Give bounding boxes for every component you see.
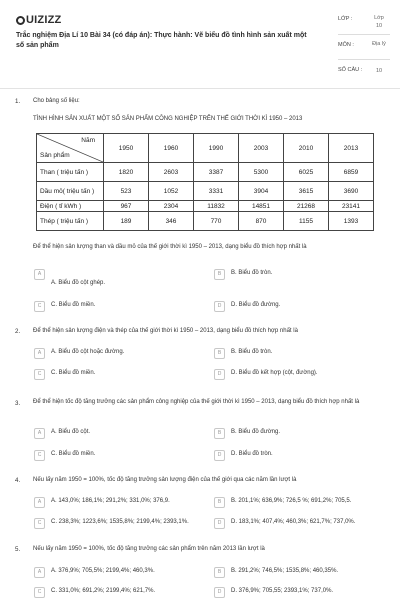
year-header: 1960	[149, 134, 194, 163]
table-cell: 1820	[104, 163, 149, 182]
question-number: 2.	[15, 328, 21, 335]
table-cell: 6859	[329, 163, 374, 182]
option-letter-box: A	[34, 428, 45, 439]
question-intro: Cho bảng số liệu:	[33, 98, 80, 104]
table-cell: 1155	[284, 212, 329, 231]
table-corner-cell	[37, 134, 104, 163]
option-letter-box: D	[214, 369, 225, 380]
option-letter-box: C	[34, 369, 45, 380]
option-d[interactable]	[214, 518, 374, 531]
table-cell: 2304	[149, 201, 194, 212]
row-label: Thép ( triệu tấn )	[37, 212, 104, 231]
option-text: A. Biểu đồ cột.	[51, 429, 91, 435]
table-cell: 189	[104, 212, 149, 231]
option-text: D. Biểu đồ tròn.	[231, 451, 273, 457]
option-text: A. Biểu đồ cột ghép.	[51, 280, 106, 286]
option-text: C. 331,0%; 691,2%; 2199,4%; 621,7%.	[51, 588, 156, 594]
subject-label: MÔN :	[338, 42, 354, 48]
table-cell: 523	[104, 182, 149, 201]
option-text: B. Biểu đồ đường.	[231, 429, 280, 435]
option-letter-box: C	[34, 301, 45, 312]
option-d[interactable]	[214, 587, 374, 600]
option-text: B. Biểu đồ tròn.	[231, 270, 273, 276]
divider	[338, 59, 390, 60]
option-letter-box: A	[34, 269, 45, 280]
row-label: Than ( triệu tấn )	[37, 163, 104, 182]
table-row	[37, 182, 374, 201]
count-label: SỐ CÂU :	[338, 67, 363, 73]
option-letter-box: C	[34, 518, 45, 529]
year-header: 2013	[329, 134, 374, 163]
table-cell: 346	[149, 212, 194, 231]
option-b[interactable]	[214, 497, 374, 510]
table-row	[37, 212, 374, 231]
option-text: B. 201,1%; 636,9%; 726,5 %; 691,2%; 705,5.	[231, 498, 352, 504]
option-text: D. 376,9%; 705,55; 2393,1%; 737,0%.	[231, 588, 334, 594]
option-letter-box: D	[214, 450, 225, 461]
option-text: D. Biểu đồ đường.	[231, 302, 281, 308]
worksheet-title: Trắc nghiệm Địa Lí 10 Bài 34 (có đáp án): Thực hành: Vẽ biểu đồ tình hình sản xuất một số sản phẩm	[16, 32, 307, 49]
option-letter-box: D	[214, 518, 225, 529]
option-letter-box: A	[34, 348, 45, 359]
table-cell: 14851	[239, 201, 284, 212]
option-letter-box: D	[214, 587, 225, 598]
option-text: D. Biểu đồ kết hợp (cột, đường).	[231, 370, 318, 376]
header-divider	[0, 88, 400, 89]
option-c[interactable]	[34, 301, 194, 314]
table-row	[37, 163, 374, 182]
table-cell: 770	[194, 212, 239, 231]
option-b[interactable]	[214, 269, 374, 282]
option-letter-box: C	[34, 450, 45, 461]
option-c[interactable]	[34, 450, 194, 463]
option-letter-box: A	[34, 567, 45, 578]
row-label: Điện ( tỉ kWh )	[37, 201, 104, 212]
option-text: A. Biểu đồ cột hoặc đường.	[51, 349, 125, 355]
table-cell: 3690	[329, 182, 374, 201]
option-letter-box: B	[214, 567, 225, 578]
option-letter-box: C	[34, 587, 45, 598]
year-header: 2003	[239, 134, 284, 163]
table-cell: 3387	[194, 163, 239, 182]
data-table	[36, 133, 374, 231]
option-d[interactable]	[214, 450, 374, 463]
question-text: Nếu lấy năm 1950 = 100%, tốc độ tăng trưởng sản lượng điện của thế giới qua các năm lần lượt là	[33, 477, 297, 483]
header-product: Sản phẩm	[40, 152, 70, 159]
question-number: 1.	[15, 98, 21, 105]
question-text: Để thể hiện sản lượng điện và thép của thế giới thời kì 1950 – 2013, dạng biểu đồ thích hợp nhất là	[33, 328, 298, 334]
option-text: B. Biểu đồ tròn.	[231, 349, 273, 355]
table-row	[37, 201, 374, 212]
option-c[interactable]	[34, 587, 194, 600]
option-letter-box: A	[34, 497, 45, 508]
option-text: A. 376,9%; 705,5%; 2199,4%; 460,3%.	[51, 568, 155, 574]
option-letter-box: B	[214, 269, 225, 280]
question-number: 4.	[15, 477, 21, 484]
option-b[interactable]	[214, 567, 374, 580]
option-text: C. Biểu đồ miền.	[51, 451, 96, 457]
year-header: 1990	[194, 134, 239, 163]
table-title: TÌNH HÌNH SẢN XUẤT MỘT SỐ SẢN PHẨM CÔNG NGHIỆP TRÊN THẾ GIỚI THỜI KÌ 1950 – 2013	[33, 116, 303, 122]
option-letter-box: B	[214, 348, 225, 359]
option-b[interactable]	[214, 428, 374, 441]
option-text: C. Biểu đồ miền.	[51, 302, 96, 308]
option-c[interactable]	[34, 369, 194, 382]
row-label: Dầu mỏ( triệu tấn )	[37, 182, 104, 201]
class-label: LỚP :	[338, 16, 353, 22]
table-cell: 5300	[239, 163, 284, 182]
question-text: Nếu lấy năm 1950 = 100%, tốc độ tăng trưởng các sản phẩm trên năm 2013 lần lượt là	[33, 546, 265, 552]
option-a[interactable]	[34, 567, 194, 580]
subject-value: Địa lý	[372, 41, 386, 47]
option-a[interactable]	[34, 269, 194, 286]
option-letter-box: B	[214, 428, 225, 439]
table-cell: 3615	[284, 182, 329, 201]
year-header: 1950	[104, 134, 149, 163]
option-letter-box: B	[214, 497, 225, 508]
table-cell: 1052	[149, 182, 194, 201]
option-d[interactable]	[214, 301, 374, 314]
option-text: D. 183,1%; 407,4%; 460,3%; 621,7%; 737,0%.	[231, 519, 356, 525]
option-text: B. 291,2%; 746,5%; 1535,8%; 460,35%.	[231, 568, 339, 574]
table-cell: 2603	[149, 163, 194, 182]
quizizz-logo	[16, 14, 61, 26]
table-cell: 870	[239, 212, 284, 231]
logo-q-icon	[16, 16, 25, 25]
option-c[interactable]	[34, 518, 194, 531]
option-a[interactable]	[34, 497, 194, 510]
count-value: 10	[375, 68, 383, 74]
option-text: C. 238,3%; 1223,6%; 1535,8%; 2199,4%; 2393,1%.	[51, 519, 189, 525]
question-number: 5.	[15, 546, 21, 553]
table-cell: 11832	[194, 201, 239, 212]
option-d[interactable]	[214, 369, 374, 382]
option-text: C. Biểu đồ miền.	[51, 370, 96, 376]
class-value: Lớp 10	[374, 15, 384, 29]
header-year: Năm	[81, 137, 95, 144]
table-cell: 1393	[329, 212, 374, 231]
divider	[338, 34, 390, 35]
table-cell: 21268	[284, 201, 329, 212]
year-header: 2010	[284, 134, 329, 163]
question-text: Để thể hiện tốc độ tăng trưởng các sản phẩm công nghiệp của thế giới thời kì 1950 – 2013, dạng biểu đồ thích hợp nhất là	[33, 399, 360, 405]
question-text: Để thể hiện sản lượng than và dầu mỏ của thế giới thời kì 1950 – 2013, dạng biểu đồ thích hợp nhất là	[33, 244, 307, 250]
question-number: 3.	[15, 400, 21, 407]
option-letter-box: D	[214, 301, 225, 312]
option-a[interactable]	[34, 428, 194, 441]
option-b[interactable]	[214, 348, 374, 361]
option-text: A. 143,0%; 186,1%; 291,2%; 331,0%; 376,9.	[51, 498, 170, 504]
table-cell: 3904	[239, 182, 284, 201]
table-cell: 967	[104, 201, 149, 212]
option-a[interactable]	[34, 348, 194, 361]
table-cell: 6025	[284, 163, 329, 182]
table-cell: 23141	[329, 201, 374, 212]
logo-rest: UIZIZZ	[26, 14, 62, 26]
table-cell: 3331	[194, 182, 239, 201]
